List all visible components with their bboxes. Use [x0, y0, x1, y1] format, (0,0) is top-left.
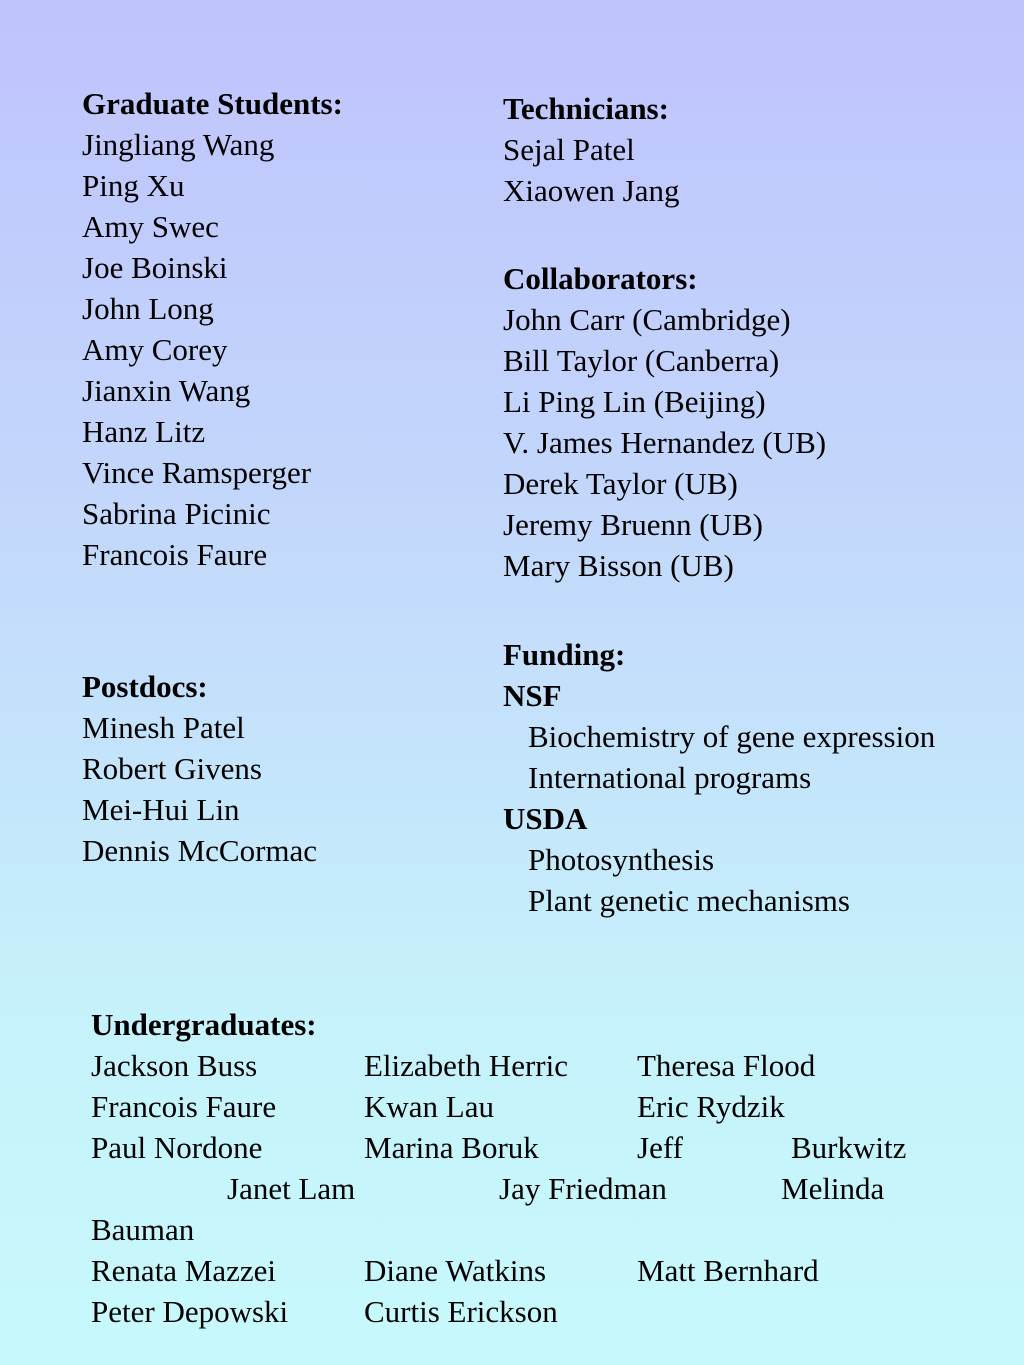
undergraduate-name: Burkwitz: [791, 1130, 907, 1165]
graduate-student-name: Amy Swec: [82, 209, 219, 244]
undergraduate-name: Marina Boruk: [364, 1130, 539, 1165]
funding-program: Plant genetic mechanisms: [528, 883, 850, 918]
undergraduate-name: Curtis Erickson: [364, 1294, 558, 1329]
undergraduate-name: Kwan Lau: [364, 1089, 494, 1124]
graduate-student-name: Ping Xu: [82, 168, 185, 203]
undergraduate-name: Elizabeth Herric: [364, 1048, 568, 1083]
undergraduate-row: [91, 1209, 951, 1250]
funding-program: Photosynthesis: [528, 842, 715, 877]
technician-name: Xiaowen Jang: [503, 173, 680, 208]
graduate-students-section: [82, 83, 343, 575]
collaborator-name: Mary Bisson (UB): [503, 548, 734, 583]
undergraduates-section: [91, 1004, 951, 1332]
graduate-student-name: John Long: [82, 291, 214, 326]
postdoc-name: Dennis McCormac: [82, 833, 318, 868]
graduate-student-name: Vince Ramsperger: [82, 455, 312, 490]
funding-heading: Funding:: [503, 637, 626, 672]
graduate-student-name: Jingliang Wang: [82, 127, 275, 162]
undergraduate-row: [91, 1127, 951, 1168]
funding-agency-nsf: NSF: [503, 678, 562, 713]
collaborators-section: [503, 258, 826, 586]
postdoc-name: Mei-Hui Lin: [82, 792, 240, 827]
undergraduate-name: Paul Nordone: [91, 1130, 263, 1165]
graduate-student-name: Francois Faure: [82, 537, 268, 572]
collaborator-name: Bill Taylor (Canberra): [503, 343, 780, 378]
undergraduates-heading: Undergraduates:: [91, 1007, 317, 1042]
undergraduate-name: Renata Mazzei: [91, 1253, 277, 1288]
funding-section: [503, 634, 935, 921]
undergraduate-name: Jackson Buss: [91, 1048, 258, 1083]
graduate-student-name: Hanz Litz: [82, 414, 206, 449]
undergraduate-name: Jeff: [637, 1130, 683, 1165]
undergraduate-row: [91, 1250, 951, 1291]
undergraduate-row: [91, 1168, 951, 1209]
undergraduate-name: Jay Friedman: [499, 1171, 667, 1206]
technician-name: Sejal Patel: [503, 132, 635, 167]
undergraduate-row: [91, 1291, 951, 1332]
collaborator-name: V. James Hernandez (UB): [503, 425, 827, 460]
graduate-students-heading: Graduate Students:: [82, 86, 343, 121]
collaborator-name: Jeremy Bruenn (UB): [503, 507, 763, 542]
undergraduate-name: Melinda: [781, 1171, 885, 1206]
undergraduate-name: Peter Depowski: [91, 1294, 289, 1329]
funding-program: Biochemistry of gene expression: [528, 719, 936, 754]
undergraduate-name: Matt Bernhard: [637, 1253, 819, 1288]
collaborator-name: Derek Taylor (UB): [503, 466, 738, 501]
graduate-student-name: Amy Corey: [82, 332, 228, 367]
undergraduate-name: Theresa Flood: [637, 1048, 816, 1083]
undergraduate-name: Francois Faure: [91, 1089, 277, 1124]
funding-agency-usda: USDA: [503, 801, 588, 836]
technicians-section: [503, 88, 679, 211]
undergraduate-name: Bauman: [91, 1212, 195, 1247]
postdoc-name: Robert Givens: [82, 751, 262, 786]
technicians-heading: Technicians:: [503, 91, 669, 126]
undergraduate-name: Diane Watkins: [364, 1253, 547, 1288]
collaborator-name: John Carr (Cambridge): [503, 302, 791, 337]
postdocs-section: [82, 666, 317, 871]
graduate-student-name: Joe Boinski: [82, 250, 228, 285]
funding-program: International programs: [528, 760, 812, 795]
undergraduate-name: Janet Lam: [227, 1171, 356, 1206]
graduate-student-name: Sabrina Picinic: [82, 496, 271, 531]
undergraduate-row: [91, 1045, 951, 1086]
postdocs-heading: Postdocs:: [82, 669, 208, 704]
undergraduate-name: Eric Rydzik: [637, 1089, 785, 1124]
collaborator-name: Li Ping Lin (Beijing): [503, 384, 766, 419]
collaborators-heading: Collaborators:: [503, 261, 698, 296]
undergraduate-row: [91, 1086, 951, 1127]
graduate-student-name: Jianxin Wang: [82, 373, 251, 408]
postdoc-name: Minesh Patel: [82, 710, 245, 745]
